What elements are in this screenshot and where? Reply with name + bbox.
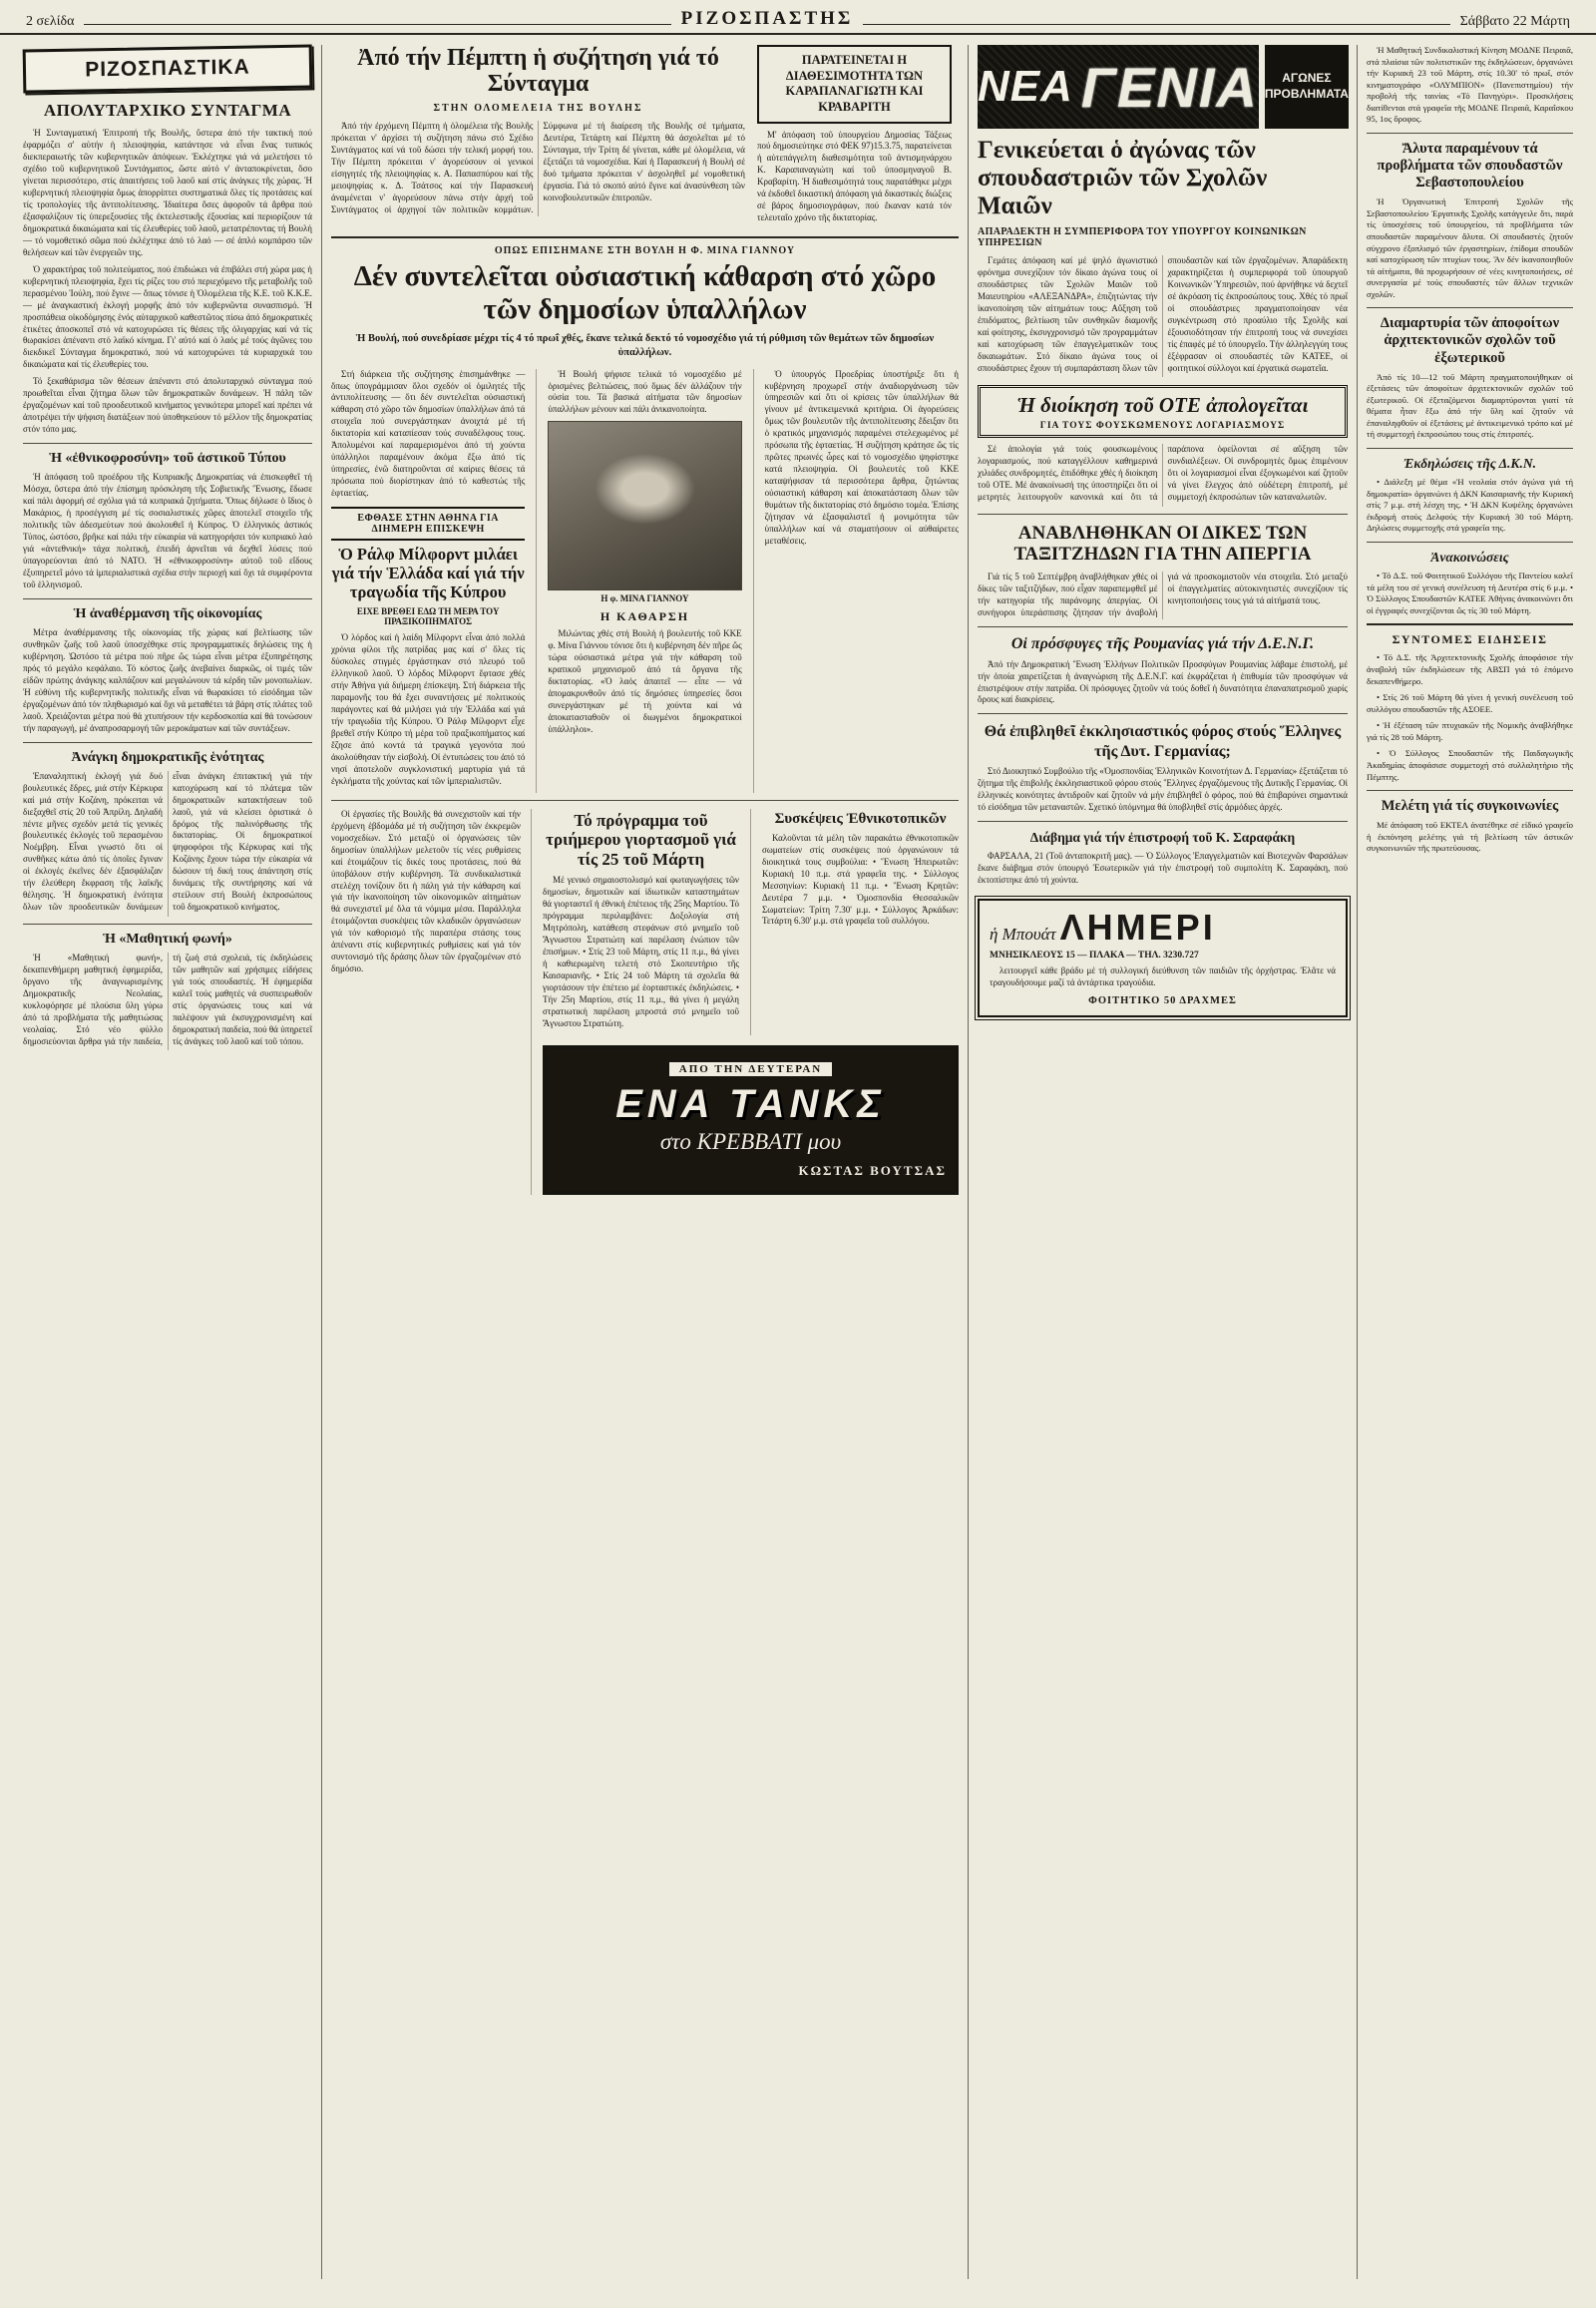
ad-body xyxy=(990,965,1336,989)
center-bottom-right xyxy=(543,809,959,1195)
page-header xyxy=(0,0,1596,35)
news-item: • Στίς 26 τοῦ Μάρτη θά γίνει ἡ γενική συνέλευση τοῦ συλλόγου σπουδαστῶν τῆς ΑΣΟΕΕ. xyxy=(1367,692,1573,714)
article-headline: Γενικεύεται ὁ ἀγώνας τῶν σπουδαστριῶν τῶν Σχολῶν Μαιῶν xyxy=(978,137,1268,219)
nea-genia-banner xyxy=(978,45,1259,129)
article-title: ΑΠΟΛΥΤΑΡΧΙΚΟ ΣΥΝΤΑΓΜΑ xyxy=(43,101,292,120)
section-body xyxy=(23,472,312,591)
main-article-col-2 xyxy=(536,369,741,793)
paragraph: Τό ξεκαθάρισμα τῶν θέσεων ἀπέναντι στό ἀπολυταρχικό σύνταγμα πού προωθεῖται εἶναι ζήτημα ὅλων τῶν δημοκρατικῶν δυνάμεων. Ἡ πάλη τῶν ἐργαζομένων καί τοῦ προοδευτικοῦ κινήματος γενικότερα μπορεῖ καί πρέπει νά ἀποτρέψει τήν ψήφιση διατάξεων πού ὑποθηκεύουν τό μέλλον τῆς δημοκρατίας στόν τόπο μας. xyxy=(23,376,312,435)
section-title: Ἡ «Μαθητική φωνή» xyxy=(103,931,232,947)
news-item: • Ἡ ἐξέταση τῶν πτυχιακῶν τῆς Νομικῆς ἀναβλήθηκε γιά τίς 28 τοῦ Μάρτη. xyxy=(1367,720,1573,742)
article-body xyxy=(543,875,739,1030)
far-right-column xyxy=(1357,45,1582,2279)
column-text xyxy=(331,369,525,501)
article-body xyxy=(978,659,1348,707)
article-body xyxy=(757,130,952,225)
section-divider xyxy=(1367,307,1573,308)
badge-line: ΑΓΩΝΕΣ xyxy=(1282,71,1332,86)
column-text xyxy=(331,809,521,976)
section-divider xyxy=(331,236,959,238)
article-headline: Οἱ πρόσφυγες τῆς Ρουμανίας γιά τήν Δ.Ε.Ν.Γ. xyxy=(1010,635,1315,653)
agones-provlimata-badge xyxy=(1265,45,1349,129)
milford-body xyxy=(331,632,525,788)
article-syntomes-eidiseis xyxy=(1367,632,1573,783)
section-body xyxy=(23,627,312,735)
article-body xyxy=(1367,820,1573,855)
paragraph: Μέτρα ἀναθέρμανσης τῆς οἰκονομίας τῆς χώρας καί βελτίωσης τῶν συνθηκῶν ζωῆς τοῦ λαοῦ ὑποσχέθηκε στίς προγραμματικές δηλώσεις της ἡ κυβέρνηση. Ὡστόσο τά μέτρα πού πῆρε ὥς τώρα εἶναι μέτρα ἐξυπηρέτησης πρός τό μεγάλο κεφάλαιο. Τό κόστος ζωῆς ἀνεβαίνει διαρκῶς, οἱ τιμές τῶν εἰδῶν πρώτης ἀνάγκης καλπάζουν καί μεγαλώνουν τά κέρδη τῶν μονοπωλίων. Ἡ εὐθύνη τῆς κυβερνητικῆς πολιτικῆς εἶναι νά θωρακίσει τό εἰσόδημα τῶν ἐργαζομένων ἀπό τόν πληθωρισμό καί ὄχι νά μεταθέτει τά βάρη στίς πλάτες τοῦ λαοῦ. Χρειάζονται μέτρα πού θά χτυπήσουν τήν κερδοσκοπία καί θά τονώσουν τήν παραγωγή, μέ ἀναπροσαρμογή τῶν μεροκάματων καί τῶν συντάξεων. xyxy=(23,626,312,733)
paragraph: Ἡ ἀπόφαση τοῦ προέδρου τῆς Κυπριακῆς Δημοκρατίας νά ἐπισκεφθεῖ τή Μόσχα, ὕστερα ἀπό τήν ἐπίσημη πρόσκληση τῆς Σοβιετικῆς Ἕνωσης, ἔδωσε καί πάλι ἀφορμή σέ σχόλια γιά τά κυπριακά ζητήματα. Ὅπως δήλωσε ὁ ἴδιος ὁ Μακάριος, ἡ προσέγγιση μέ τίς σοσιαλιστικές χῶρες ἀποτελεῖ στοιχεῖο τῆς πολιτικῆς τῶν ἀδεσμεύτων πού ἀκολουθεῖ ἡ Κύπρος. Ὁ ἑλληνικός ἀστικός Τύπος, ὡστόσο, βρῆκε καί πάλι τήν εὐκαιρία νά κατηγορήσει τόν κυπριακό λαό γιά «ἀντεθνική» τάχα πολιτική, ἐπειδή ἀρνεῖται νά δεχθεῖ λύσεις πού ὑπαγορεύονται ἀπό τό ΝΑΤΟ. Ἡ «ἐθνικοφροσύνη» αὐτοῦ τοῦ εἴδους ἐξυπηρετεῖ μόνο τά ἰμπεριαλιστικά σχέδια στήν περιοχή καί ὄχι τά συμφέροντα τοῦ ἑλληνισμοῦ. xyxy=(23,472,312,589)
article-body xyxy=(978,572,1348,619)
article-body xyxy=(1367,477,1573,535)
ad-actor-name: ΚΩΣΤΑΣ ΒΟΥΤΣΑΣ xyxy=(798,1162,947,1178)
main-headline: Δέν συντελεῖται οὐσιαστική κάθαρση στό χῶρο τῶν δημοσίων ὑπαλλήλων xyxy=(353,260,937,325)
column-text xyxy=(548,369,741,417)
article-headline: Ἀνακοινώσεις xyxy=(1430,550,1509,566)
article-headline: Διαμαρτυρία τῶν ἀποφοίτων ἀρχιτεκτονικῶν σχολῶν τοῦ ἐξωτερικοῦ xyxy=(1380,315,1560,366)
article-body xyxy=(978,255,1348,377)
center-top-row xyxy=(331,45,959,229)
paragraph: Στό Διοικητικό Συμβούλιο τῆς «Ὁμοσπονδίας Ἑλληνικῶν Κοινοτήτων Δ. Γερμανίας» ἐξετάζεται τό ζήτημα τῆς ἐπιβολῆς ἐκκλησιαστικοῦ φόρου στούς Ἕλληνες ἐργαζόμενους τῆς Δυτικῆς Γερμανίας. Οἱ ἑλληνικές κοινότητες ἀντιδροῦν καί ζητοῦν νά μήν ἐπιβληθεῖ ὁ φόρος, πού θά ἐπιβαρύνει σημαντικά τό εἰσόδημα τῶν μεταναστῶν. Σχετικό ὑπόμνημα θά ὑποβληθεῖ στίς ἁρμόδιες ἀρχές. xyxy=(978,765,1348,812)
article-ethnikofrosyni xyxy=(23,451,312,591)
article-diavima-sarafaki xyxy=(978,830,1348,887)
paragraph: Ἡ Μαθητική Συνδικαλιστική Κίνηση ΜΟΔΝΕ Πειραιᾶ, στά πλαίσια τῶν πολιτιστικῶν της ἐκδηλώσεων, ὀργανώνει τήν Κυριακή 23 τοῦ Μάρτη, στίς 10.30' τό πρωΐ, στόν κινηματογράφο «ΟΛΥΜΠΙΟΝ» (Πανεπιστημίου) τήν προβολή τῆς ταινίας «Τό Πανηγύρι». Προσκλήσεις διατίθενται στά γραφεῖα τῆς ΜΟΔΝΕ Πειραιᾶ, Καραΐσκου 95, 1ος ὄροφος. xyxy=(1367,45,1573,125)
article-headline: Ἀπό τήν Πέμπτη ἡ συζήτηση γιά τό Σύνταγμα xyxy=(357,45,719,98)
article-body xyxy=(978,444,1348,506)
paragraph: λειτουργεῖ κάθε βράδυ μέ τή συλλογική διεύθυνση τῶν παιδιῶν τῆς ὀρχήστρας. Ἐλᾶτε νά τραγουδήσουμε μαζί τά ἀντάρτικα τραγούδια. xyxy=(990,964,1336,987)
paragraph: Ἀπό τίς 10—12 τοῦ Μάρτη πραγματοποιήθηκαν οἱ ἐξετάσεις τῶν ἀποφοίτων ἀρχιτεκτονικῶν σχολῶν τοῦ ἐξωτερικοῦ. Οἱ ἐξεταζόμενοι διαμαρτύρονται γιατί τά θέματα ἦταν ἔξω ἀπό τήν ὕλη καί ζητοῦν νά ἐπαναληφθοῦν οἱ ἐξετάσεις μέ ἀντικειμενικό τρόπο καί μέ τή συμμετοχή ἐκπροσώπου τους στίς ἐπιτροπές. xyxy=(1367,371,1573,440)
center-column xyxy=(321,45,968,2279)
milford-headline: Ὁ Ράλφ Μίλφορντ μιλάει γιά τήν Ἑλλάδα καί γιά τήν τραγωδία τῆς Κύπρου xyxy=(331,545,525,602)
section-divider xyxy=(331,800,959,801)
article-subhead: ΓΙΑ ΤΟΥΣ ΦΟΥΣΚΩΜΕΝΟΥΣ ΛΟΓΑΡΙΑΣΜΟΥΣ xyxy=(1039,421,1286,432)
paragraph: Ἡ Βουλή ψήφισε τελικά τό νομοσχέδιο μέ ὁρισμένες βελτιώσεις, πού ὅμως δέν ἀλλάζουν τήν οὐσία του. Τά βασικά αἰτήματα τῶν δημοσίων ὑπαλλήλων μένουν καί πάλι ἀνικανοποίητα. xyxy=(548,368,742,415)
photo-caption: Η φ. ΜΙΝΑ ΓΙΑΝΝΟΥ xyxy=(600,593,689,604)
section-divider xyxy=(1367,448,1573,449)
section-divider xyxy=(978,821,1348,822)
article-mathitiki-foni xyxy=(23,932,312,1050)
article-body xyxy=(1367,571,1573,616)
limeri-boite-ad xyxy=(978,899,1348,1017)
section-divider xyxy=(1367,790,1573,791)
article-dimokratiki-enotita xyxy=(23,750,312,917)
paragraph: Ὁ χαρακτήρας τοῦ πολιτεύματος, πού ἐπιδιώκει νά ἐπιβάλει στή χώρα μας ἡ κυβερνητική πλειοψηφία, ἔχει τίς ρίζες του στό περιεχόμενο τῆς μεταβολῆς τοῦ περασμένου Ἰούλη, πού ἔγινε — ὅπως τόνισε ἡ Ὁλομέλεια τῆς Κ.Ε. τοῦ Κ.Κ.Ε. — μέ ἀναγκαστική ἐκλογή μορφῆς ἀπό τόν κυβερνῶντα συνασπισμό. Ἡ προσπάθεια οἰκοδόμησης ἑνός αὐταρχικοῦ καθεστῶτος πίσω ἀπό δημοκρατικές ἑτικέτες ἀποσκοπεῖ στό νά κατοχυρώσει τίς θέσεις τῆς ὀλιγαρχίας καί νά τίς θωρακίσει ἀπέναντι στό λαϊκό κίνημα. Γι' αὐτό καί ὁ λαός μέ τούς ἀγῶνες του διεκδικεῖ Σύνταγμα δημοκρατικό, πού νά κατοχυρώνει τά κυριαρχικά του δικαιώματα καί τίς ἐλευθερίες του. xyxy=(23,263,312,370)
article-anakoinoseis xyxy=(1367,550,1573,616)
milford-kicker-box: ΕΦΘΑΣΕ ΣΤΗΝ ΑΘΗΝΑ ΓΙΑ ΔΙΗΜΕΡΗ ΕΠΙΣΚΕΨΗ xyxy=(331,507,525,541)
paragraph: Ἡ Συνταγματική Ἐπιτροπή τῆς Βουλῆς, ὕστερα ἀπό τήν τακτική πού ἐφαρμόζει σ' αὐτήν ἡ πλειοψηφία, κατάντησε νά εἶναι ἕνας τυπικός διεκπεραιωτής τῶν κυβερνητικῶν ἀπόψεων. Ἐκλέχτηκε γιά νά μελετήσει τό σχέδιο τοῦ κυβερνητικοῦ Συντάγματος, ὥστε αὐτό ν' ἀνταποκρίνεται, ὅσο γίνεται περισσότερο, στίς ἀπαιτήσεις τοῦ λαοῦ καί στίς ἀνάγκες τῆς χώρας. Ἡ κυβερνητική πλειοψηφία ὅμως ἀπορρίπτει συστηματικά ὅλες τίς προτάσεις καί τίς τροπολογίες τῆς ἀντιπολίτευσης. Ἰδιαίτερα ὅσες ἀφοροῦν τά ἄρθρα πού ἐξασφαλίζουν τίς ὑπερεξουσίες τῆς ἐκτελεστικῆς ἐξουσίας καί περιορίζουν τά δημοκρατικά δικαιώματα καί τίς ἐλευθερίες τοῦ λαοῦ, μετατρέποντας τή Βουλή — τό νομοθετικό σῶμα πού ἐκλέχτηκε ἀπό τό λαό — σέ ἁπλό κομπάρσο τῶν θελήσεων καί τῶν ἐνεργειῶν της. xyxy=(23,128,312,257)
article-headline: Ἄλυτα παραμένουν τά προβλήματα τῶν σπουδαστῶν Σεβαστοπουλείου xyxy=(1377,140,1563,192)
news-items xyxy=(1367,652,1573,783)
left-column xyxy=(14,45,321,2279)
paragraph: Ὁ ὑπουργός Προεδρίας ὑποστήριξε ὅτι ἡ κυβέρνηση προχωρεῖ στήν ἀναδιοργάνωση τῶν ὑπηρεσιῶν καί ὅτι οἱ κρίσεις τῶν ὑπαλλήλων θά γίνουν μέ ἀντικειμενικά κριτήρια. Οἱ ἀγορεύσεις ὅμως τῶν βουλευτῶν τῆς ἀντιπολίτευσης ἔδειξαν ὅτι ὁ κρατικός μηχανισμός παραμένει στελεχωμένος μέ πρόσωπα τῆς ἑφταετίας. Ἡ συζήτηση κράτησε ὥς τίς πρῶτες πρωινές ὧρες καί τό νομοσχέδιο ψηφίστηκε κατά πλειοψηφία. Οἱ βουλευτές τοῦ ΚΚΕ καταψήφισαν τά περισσότερα ἄρθρα, ζητώντας οὐσιαστική κάθαρση καί ἀποκατάσταση ὅλων τῶν θυμάτων τῆς δικτατορίας στό δημόσιο τομέα. Ἐπίσης ζήτησαν νά ἐξασφαλιστεῖ ἡ μονιμότητα τῶν ὑπαλλήλων καί νά σταματήσουν οἱ αὐθαίρετες μεταθέσεις. xyxy=(764,368,959,547)
ad-name: ΛΗΜΕΡΙ xyxy=(1059,906,1216,948)
article-anathermansi-oikonomias xyxy=(23,606,312,735)
article-kicker: ΟΠΩΣ ΕΠΙΣΗΜΑΝΕ ΣΤΗ ΒΟΥΛΗ Η Φ. ΜΙΝΑ ΓΙΑΝΝΟΥ xyxy=(494,245,796,257)
header-rule-right xyxy=(863,23,1449,25)
section-divider xyxy=(23,742,312,743)
paragraph: Ἡ Ὀργανωτική Ἐπιτροπή Σχολῶν τῆς Σεβαστοπουλείου Ἐργατικῆς Σχολῆς κατάγγειλε ὅτι, παρά τίς ὑποσχέσεις τοῦ ὑπουργείου, τά προβλήματα τῶν σπουδαστῶν παραμένουν ἄλυτα. Οἱ σπουδαστές ζητοῦν σύγχρονο ἐξοπλισμό τῶν ἐργαστηρίων, ἐπίδομα σπουδῶν καί κατοχύρωση τῶν πτυχίων τους. Ἄν δέν ἱκανοποιηθοῦν τά αἰτήματα, θά προχωρήσουν σέ νέες κινητοποιήσεις, σέ συνεργασία μέ τούς σπουδαστές τῶν ἄλλων τεχνικῶν σχολῶν. xyxy=(1367,196,1573,299)
paragraph: • Τό Δ.Σ. τοῦ Φοιτητικοῦ Συλλόγου τῆς Παντείου καλεῖ τά μέλη του σέ γενική συνέλευση τή Δευτέρα στίς 6 μ.μ. • Ὁ Σύλλογος Σπουδαστῶν ΚΑΤΕΕ Ἀθήνας ἀνακοινώνει ὅτι οἱ ἐγγραφές συνεχίζονται ὥς τίς 30 τοῦ Μάρτη. xyxy=(1367,571,1573,615)
article-kicker: ΣΤΗΝ ΟΛΟΜΕΛΕΙΑ ΤΗΣ ΒΟΥΛΗΣ xyxy=(433,102,643,114)
article-subhead: ΑΠΑΡΑΔΕΚΤΗ Η ΣΥΜΠΕΡΙΦΟΡΑ ΤΟΥ ΥΠΟΥΡΓΟΥ ΚΟΙΝΩΝΙΚΩΝ ΥΠΗΡΕΣΙΩΝ xyxy=(978,226,1307,248)
article-body xyxy=(978,766,1348,814)
article-taxi-dikes xyxy=(978,523,1348,620)
paragraph: Καλοῦνται τά μέλη τῶν παρακάτω ἐθνικοτοπικῶν σωματείων στίς συσκέψεις πού ὀργανώνουν τά διοικητικά τους συμβούλια: • Ἕνωση Ἠπειρωτῶν: Κυριακή 10 π.μ. στά γραφεῖα της. • Σύλλογος Μεσσηνίων: Κυριακή 11 π.μ. • Ἕνωση Κρητῶν: Δευτέρα 7 μ.μ. • Ὁμοσπονδία Θεσσαλικῶν Σωματείων: Τρίτη 7.30' μ.μ. • Σύλλογος Ἀρκάδων: Τετάρτη 6.30' μ.μ. στά γραφεῖα τοῦ συλλόγου. xyxy=(762,832,959,927)
section-divider xyxy=(1367,542,1573,543)
paragraph: Μ' ἀπόφαση τοῦ ὑπουργείου Δημοσίας Τάξεως πού δημοσιεύτηκε στό ΦΕΚ 97)15.3.75, παρατείνεται ἡ αὐτεπάγγελτη διαθεσιμότητα τοῦ ἀντισμηνάρχου Κ. Καραπαναγιώτη καί τοῦ ὑποσμηναγοῦ Β. Κραβαρίτη. Ἡ διαθεσιμότητά τους παρατάθηκε μέχρι νά ἐκδοθεῖ δικαστική ἀπόφαση γιά δικαστικές διώξεις σέ βάρος δημοσιογράφων, πού ἔκαναν κατά τόν τελευταῖο χρόνο τῆς δικτατορίας. xyxy=(757,129,952,223)
news-item: • Τό Δ.Σ. τῆς Ἀρχιτεκτονικῆς Σχολῆς ἀποφάσισε τήν ἀναβολή τῶν ἐκδηλώσεων τῆς ΑΒΣΠ γιά τό ἑπόμενο δεκαπενθήμερο. xyxy=(1367,652,1573,686)
paragraph: Ἡ «Μαθητική φωνή», δεκαπενθήμερη μαθητική ἐφημερίδα, ὄργανο τῆς ἀναγνωρισμένης Δημοκρατικῆς Νεολαίας, κυκλοφόρησε μέ πλούσια ὕλη γύρω ἀπό τά προβλήματα τῆς μαθητιώσας νεολαίας. Στό νέο φύλλο δημοσιεύονται ἄρθρα γιά τήν παιδεία, τή ζωή στά σχολειά, τίς ἐκδηλώσεις τῶν μαθητῶν καί χρήσιμες εἰδήσεις γιά τούς σπουδαστές. Ἡ ἐφημερίδα καλεῖ τούς μαθητές νά συσπειρωθοῦν στίς ὀργανώσεις τους καί νά παλέψουν γιά ἐκσυγχρονισμένη καί δημοκρατική παιδεία, πού θά ὑπηρετεῖ τίς ἀνάγκες τοῦ λαοῦ καί τοῦ τόπου. xyxy=(23,952,312,1046)
section-divider xyxy=(1367,623,1573,625)
main-article-col-3 xyxy=(753,369,959,793)
paragraph: Μιλώντας χθές στή Βουλή ἡ βουλευτής τοῦ ΚΚΕ φ. Μίνα Γιάννου τόνισε ὅτι ἡ κυβέρνηση δέν πῆρε ὥς τώρα οὐσιαστικά μέτρα γιά τήν κάθαρση τοῦ κρατικοῦ μηχανισμοῦ ἀπό τά ὄργανα τῆς δικτατορίας. «Ὁ λαός ἀπαιτεῖ — εἶπε — νά ἀπομακρυνθοῦν ἀπό τίς δημόσιες ὑπηρεσίες ὅσοι συνεργάστηκαν μέ τή χούντα καί νά ἀποκατασταθοῦν οἱ διωγμένοι δημοκρατικοί ὑπάλληλοι». xyxy=(548,628,742,735)
article-headline: Ἡ διοίκηση τοῦ ΟΤΕ ἀπολογεῖται xyxy=(1016,393,1309,418)
article-body xyxy=(1367,196,1573,300)
paragraph: Γιά τίς 5 τοῦ Σεπτέμβρη ἀναβλήθηκαν χθές οἱ δίκες τῶν ταξιτζήδων, πού εἶχαν παραπεμφθεῖ μέ τήν κατηγορία τῆς παράνομης ἀπεργίας. Οἱ συνήγοροι ὑπεράσπισης ζήτησαν τήν ἀναβολή γιά νά προσκομιστοῦν νέα στοιχεῖα. Στό μεταξύ οἱ ἐπαγγελματίες αὐτοκινητιστές συνεχίζουν τίς κινητοποιήσεις τους γιά τά αἰτήματά τους. xyxy=(978,572,1348,618)
boxed-headline: ΠΑΡΑΤΕΙΝΕΤΑΙ Η ΔΙΑΘΕΣΙΜΟΤΗΤΑ ΤΩΝ ΚΑΡΑΠΑΝΑΓΙΩΤΗ ΚΑΙ ΚΡΑΒΑΡΙΤΗ xyxy=(757,45,952,124)
ad-title-line2: στο ΚΡΕΒΒΑΤΙ μου xyxy=(659,1128,842,1154)
article-apolytarxiko-syntagma xyxy=(23,101,312,436)
badge-line: ΠΡΟΒΛΗΜΑΤΑ xyxy=(1264,87,1349,101)
main-article-columns xyxy=(331,369,959,793)
article-diamartyria-architektonon xyxy=(1367,315,1573,441)
paragraph: Ἐπαναληπτική ἐκλογή γιά δυό βουλευτικές ἕδρες, μιά στήν Κέρκυρα καί μιά στήν Κοζάνη, πρόκειται νά διεξαχθεῖ στίς 20 τοῦ Ἀπρίλη. Δηλαδή πέντε μῆνες σχεδόν μετά τίς γενικές βουλευτικές ἐκλογές τοῦ περασμένου Νοέμβρη. Εἶναι γνωστό ὅτι οἱ συνθῆκες κάτω ἀπό τίς ὁποῖες ἔγιναν οἱ ἐκλογές ἐκεῖνες δέν ἐξασφάλιζαν τήν ἐλεύθερη ἔκφραση τῆς λαϊκῆς θέλησης. Ἡ δημοκρατική ἑνότητα ὅλων τῶν προοδευτικῶν δυνάμεων εἶναι ἀνάγκη ἐπιτακτική γιά τήν κατοχύρωση καί τό πλάτεμα τῶν δημοκρατικῶν κατακτήσεων τοῦ λαοῦ, γιά νά κλείσει ὁριστικά ὁ δρόμος τῆς παλινόρθωσης τῆς δικτατορίας. Οἱ δημοκρατικοί ψηφοφόροι τῆς Κέρκυρας καί τῆς Κοζάνης ἔχουν τώρα τήν εὐκαιρία νά δώσουν τή δική τους ἀπάντηση στίς δυνάμεις τῆς συντήρησης καί νά στείλουν στή Βουλή ἐκπροσώπους τοῦ δημοκρατικοῦ κινήματος. xyxy=(23,770,312,913)
paragraph: ΦΑΡΣΑΛΑ, 21 (Τοῦ ἀνταποκριτῆ μας). — Ὁ Σύλλογος Ἐπαγγελματιῶν καί Βιοτεχνῶν Φαρσάλων ἔκανε διάβημα στόν ὑπουργό Ἐσωτερικῶν γιά τήν ἐπιστροφή τοῦ συμπολίτη Κ. Σαραφάκη, πού ἐκτοπίστηκε ἀπό τή χούντα. xyxy=(978,850,1348,885)
article-ekdiloseis-dkn xyxy=(1367,456,1573,535)
section-body xyxy=(23,953,312,1050)
paragraph: Ἀπό τήν ἐρχόμενη Πέμπτη ἡ ὁλομέλεια τῆς Βουλῆς πρόκειται ν' ἀρχίσει τή συζήτηση πάνω στό Σχέδιο Συντάγματος καί νά τοῦ δώσει τήν τελική μορφή του. Τήν Πέμπτη πρόκειται ν' ἀγορεύσουν οἱ γενικοί εἰσηγητές τῆς πλειοψηφίας κ. Α. Παπασπύρου καί τῆς μειοψηφίας κ. Δ. Τσάτσος καί τήν Παρασκευή ἀναμένεται ν' ἀγορεύσουν πάνω στήν ἀρχή τοῦ Συντάγματος οἱ ἀρχηγοί τῶν πολιτικῶν κομμάτων. Σύμφωνα μέ τή διαίρεση τῆς Βουλῆς σέ τμήματα, Δευτέρα, Τετάρτη καί Πέμπτη θά ἀσχολεῖται μέ τό Σύνταγμα, τήν Τρίτη δέ γίνεται, κάθε μέ ὁλομέλεια, νά ἐξετάζει τά νομοσχέδια. Καί ἡ Παρασκευή ἡ Βουλή σέ δυό τμήματα πρόκειται ν' ἀσχοληθεῖ μέ νομοθετική ἐργασία. Γιά τό σκοπό αὐτό ἔγινε καί ἀνασύνθεση τῶν κοινοβουλευτικῶν ἐπιτροπῶν. xyxy=(331,120,745,214)
column-text xyxy=(548,628,741,736)
section-title: Ἡ «ἐθνικοφροσύνη» τοῦ ἀστικοῦ Τύπου xyxy=(49,451,286,467)
article-syntagma-debate xyxy=(331,45,745,229)
nea-genia-column xyxy=(968,45,1357,2279)
section-divider xyxy=(23,443,312,444)
paragraph: Στή διάρκεια τῆς συζήτησης ἐπισημάνθηκε — ὅπως ὑπογράμμισαν ὅλοι σχεδόν οἱ ὁμιλητές τῆς ἀντιπολίτευσης — ὅτι δέν συντελεῖται οὐσιαστική κάθαρση στό χῶρο τῶν δημοσίων ὑπαλλήλων ἀπό τά στοιχεῖα πού συνεργάστηκαν ἀνοιχτά μέ τή δικτατορία καί καταπίεσαν τούς συναδέλφους τους. Ἀπολυμένοι καί παραμερισμένοι ἀπό τή χούντα ὑπάλληλοι παραμένουν ἀκόμα ἔξω ἀπό τίς ὑπηρεσίες, ἐνῶ διατηροῦνται σέ καίριες θέσεις τά πρόσωπα πού διορίστηκαν ἀπό τό καθεστώς τῆς ἑφταετίας. xyxy=(331,368,526,499)
banner-word-nea: ΝΕΑ xyxy=(978,62,1073,111)
article-ote xyxy=(978,385,1348,506)
section-divider xyxy=(978,713,1348,714)
paragraph: Οἱ ἐργασίες τῆς Βουλῆς θά συνεχιστοῦν καί τήν ἐρχόμενη ἑβδομάδα μέ τή συζήτηση τῶν ἐκκρεμῶν νομοσχεδίων. Στό μεταξύ οἱ ὀργανώσεις τῶν δημοσίων ὑπαλλήλων μελετοῦν τίς νέες ρυθμίσεις καί ἑτοιμάζουν τίς δικές τους προτάσεις, πού θά ὑποβάλουν στήν κυβέρνηση. Τά συνδικαλιστικά στελέχη τονίζουν ὅτι ἡ πάλη γιά τήν κάθαρση καί γιά τήν ἱκανοποίηση τῶν οἰκονομικῶν αἰτημάτων θά συνεχιστεῖ μέ ὅλα τά νόμιμα μέσα. Παράλληλα ἑτοιμάζονται συσκέψεις τῶν κλαδικῶν ὀργανώσεων γιά τόν καθορισμό τῆς παραπέρα στάσης τους ἀπέναντι στίς κυβερνητικές ρυθμίσεις καί γιά τόν συντονισμό τῆς δράσης ὅλων τῶν ἐργαζομένων στό δημόσιο. xyxy=(331,808,521,974)
article-parateinetai xyxy=(757,45,952,229)
paragraph: Ὁ λόρδος καί ἡ λαίδη Μίλφορντ εἶναι ἀπό πολλά χρόνια φίλοι τῆς πατρίδας μας καί σ' ὅλες τίς δύσκολες στιγμές ἐργάστηκαν στό πλευρό τοῦ ἑλληνικοῦ λαοῦ. Ὁ λόρδος Μίλφορντ ἔφτασε χθές στήν Ἀθήνα γιά διήμερη ἐπίσκεψη. Στή διάρκεια τῆς παραμονῆς του θά ἔχει συναντήσεις μέ πολιτικούς παράγοντες καί θά μιλήσει γιά τήν Ἑλλάδα καί γιά τήν τραγωδία τῆς Κύπρου. Ὁ Ράλφ Μίλφορντ εἶχε βρεθεῖ στήν Κύπρο τή μέρα τοῦ πραξικοπήματος καί ἔζησε ἀπό κοντά τά τραγικά γεγονότα πού ἀκολούθησαν τήν εἰσβολή. Οἱ ἐντυπώσεις του ἀπό τό νησί ἀποτελοῦν συγκλονιστική μαρτυρία γιά τά ἐγκλήματα τῆς χούντας καί τῶν ἰμπεριαλιστῶν. xyxy=(331,632,526,786)
article-headline: Μελέτη γιά τίς συγκοινωνίες xyxy=(1381,798,1559,815)
article-meleti-sygkoinonies xyxy=(1367,798,1573,855)
section-body xyxy=(23,771,312,917)
page-label: 2 σελίδα xyxy=(26,14,75,29)
bottom-articles-row xyxy=(543,809,959,1035)
article-headline: Θά ἐπιβληθεῖ ἐκκλησιαστικός φόρος στούς Ἕλληνες τῆς Δυτ. Γερμανίας; xyxy=(984,723,1342,760)
article-body xyxy=(23,128,312,436)
continuation-column xyxy=(331,809,532,1195)
section-divider xyxy=(978,626,1348,627)
modne-notice xyxy=(1367,45,1573,126)
paragraph: Ἀπό τήν Δημοκρατική Ἕνωση Ἑλλήνων Πολιτικῶν Προσφύγων Ρουμανίας λάβαμε ἐπιστολή, μέ τήν ὁποία χαιρετίζεται ἡ ἀναγνώριση τῆς Δ.Ε.Ν.Γ. καί ἐκφράζεται ἡ ἐπιθυμία τῶν προσφύγων νά ἐπιστρέψουν στήν πατρίδα. Οἱ πρόσφυγες ζητοῦν νά τούς δοθεῖ ἡ δυνατότητα ἐπαναπατρισμοῦ χωρίς ὅρους καί διακρίσεις. xyxy=(978,658,1348,705)
article-church-tax xyxy=(978,722,1348,813)
header-rule-left xyxy=(84,23,670,25)
tank-movie-ad xyxy=(543,1045,959,1195)
section-title: Ἀνάγκη δημοκρατικῆς ἑνότητας xyxy=(71,749,264,765)
article-headline: Ἐκδηλώσεις τῆς Δ.Κ.Ν. xyxy=(1403,456,1536,472)
ad-footer: ΦΟΙΤΗΤΙΚΟ 50 ΔΡΑΧΜΕΣ xyxy=(1088,994,1237,1006)
article-headline: Συσκέψεις Ἐθνικοτοπικῶν xyxy=(774,810,947,827)
article-lead: Ἡ Βουλή, πού συνεδρίασε μέχρι τίς 4 τό πρωΐ χθές, ἔκανε τελικά δεκτό τό νομοσχέδιο γιά τή ρύθμιση τῶν θεμάτων τῶν δημοσίων ὑπαλλήλων. xyxy=(355,333,935,359)
paragraph: Σέ ἀπολογία γιά τούς φουσκωμένους λογαριασμούς, πού καταγγέλλουν καθημερινά χιλιάδες συνδρομητές, ἐπιδόθηκε χθές ἡ διοίκηση τοῦ ΟΤΕ. Μέ ἀνακοίνωσή της ὑποστηρίζει ὅτι οἱ μετρητές λειτουργοῦν κανονικά καί ὅτι τά παράπονα ὀφείλονται σέ αὔξηση τῶν συνδιαλέξεων. Οἱ συνδρομητές ὅμως ἐπιμένουν ὅτι οἱ λογαριασμοί εἶναι ἐξογκωμένοι καί ζητοῦν νά γίνει ἔλεγχος ἀπό οὐδέτερη ἐπιτροπή, μέ συμμετοχή ἐκπροσώπων τῶν καταναλωτῶν. xyxy=(978,444,1348,503)
section-title: Ἡ ἀναθέρμανση τῆς οἰκονομίας xyxy=(73,605,262,621)
article-programma xyxy=(543,809,739,1035)
article-headline: ΣΥΝΤΟΜΕΣ ΕΙΔΗΣΕΙΣ xyxy=(1392,632,1548,647)
article-sxoles-maion xyxy=(978,137,1348,377)
article-body xyxy=(1367,372,1573,441)
center-bottom-row xyxy=(331,809,959,1195)
katharsi-subhead: Η ΚΑΘΑΡΣΗ xyxy=(599,609,690,624)
paragraph: Μέ γενικό σημαιοστολισμό καί φωταγωγήσεις τῶν δημοσίων, δημοτικῶν καί ἰδιωτικῶν καταστημάτων θά γιορταστεῖ ἡ ἐθνική ἐπέτειος τῆς 25ης Μαρτίου. Τό πρόγραμμα περιλαμβάνει: Δοξολογία στή Μητρόπολη, κατάθεση στεφάνων στό μνημεῖο τοῦ Ἄγνωστου Στρατιώτη καί παρέλαση ἐνώπιον τῶν ἐπισήμων. • Στίς 23 τοῦ Μάρτη, στίς 11 π.μ., θά γίνει ἡ καθιερωμένη τελετή στό Σκοπευτήριο τῆς Καισαριανῆς. • Στίς 24 τοῦ Μάρτη τά σχολεῖα θά γιορτάσουν τήν ἐπέτειο μέ ἑορταστικές ἐκδηλώσεις. • Τήν 25η Μαρτίου, στίς 11 π.μ., θά γίνει ἡ μεγάλη στρατιωτική παρέλαση μπροστά στό μνημεῖο τοῦ Ἄγνωστου Στρατιώτη. xyxy=(543,875,739,1028)
milford-subhead: ΕΙΧΕ ΒΡΕΘΕΙ ΕΔΩ ΤΗ ΜΕΡΑ ΤΟΥ ΠΡΑΞΙΚΟΠΗΜΑΤΟΣ xyxy=(356,606,500,627)
content-columns xyxy=(0,35,1596,2279)
article-alyta-sevastopouleiou xyxy=(1367,141,1573,300)
section-divider xyxy=(23,598,312,599)
ad-address: ΜΝΗΣΙΚΛΕΟΥΣ 15 — ΠΛΑΚΑ — ΤΗΛ. 3230.727 xyxy=(990,950,1199,961)
article-body xyxy=(762,833,959,929)
article-headline: Διάβημα γιά τήν ἐπιστροφή τοῦ Κ. Σαραφάκη xyxy=(1029,829,1296,845)
article-body xyxy=(978,851,1348,887)
column-text xyxy=(765,369,959,549)
article-katharsi-main xyxy=(331,245,959,792)
paragraph: Μέ ἀπόφαση τοῦ ΕΚΤΕΛ ἀνατέθηκε σέ εἰδικό γραφεῖο ἡ ἐκπόνηση μελέτης γιά τή βελτίωση τῶν ἀστικῶν συγκοινωνιῶν τῆς πρωτεύουσας. xyxy=(1367,820,1573,854)
paragraph: • Διάλεξη μέ θέμα «Ἡ νεολαία στόν ἀγώνα γιά τή δημοκρατία» ὀργανώνει ἡ ΔΚΝ Καισαριανῆς τήν Κυριακή στίς 7 μ.μ. στή λέσχη της. • Ἡ ΔΚΝ Κυψέλης ὀργανώνει ἐκδρομή στούς Δελφούς τήν Κυριακή 30 τοῦ Μάρτη. Δηλώσεις συμμετοχῆς στά γραφεῖα της. xyxy=(1367,477,1573,534)
ad-prefix: ἡ Μπουάτ xyxy=(990,924,1056,944)
article-refugees-romania xyxy=(978,635,1348,706)
rizospastika-logo: ΡΙΖΟΣΠΑΣΤΙΚΑ xyxy=(23,44,313,93)
article-headline: Τό πρόγραμμα τοῦ τριήμερου γιορτασμοῦ γιά τίς 25 τοῦ Μάρτη xyxy=(546,810,736,869)
banner-word-genia: ΓΕΝΙΑ xyxy=(1080,55,1259,119)
ote-headline-box xyxy=(978,385,1348,438)
section-divider xyxy=(23,924,312,925)
nea-genia-banner-row xyxy=(978,45,1348,129)
masthead: ΡΙΖΟΣΠΑΣΤΗΣ xyxy=(680,8,854,29)
news-item: • Ὁ Σύλλογος Σπουδαστῶν τῆς Παιδαγωγικῆς Ἀκαδημίας ἀποφάσισε συμμετοχή στό συλλαλητήριο τῆς Πέμπτης. xyxy=(1367,748,1573,782)
mina-giannou-photo xyxy=(548,421,741,590)
paragraph: Γεμάτες ἀπόφαση καί μέ ψηλό ἀγωνιστικό φρόνημα συνεχίζουν τόν δίκαιο ἀγώνα τους οἱ σπουδάστριες τῶν Σχολῶν Μαιῶν τοῦ Μαιευτηρίου «ΑΛΕΞΑΝΔΡΑ», ἐπιζητώντας τήν ἱκανοποίηση τῶν αἰτημάτων τους: Αὔξηση τοῦ ἐπιδόματος, βελτίωση τῶν συνθηκῶν διαμονῆς καί φοίτησης, ἐκσυγχρονισμό τῶν προγραμμάτων καί κατοχύρωση τῶν ἐπαγγελματικῶν τους δικαιωμάτων. Στό δίκαιο ἀγώνα τους οἱ σπουδάστριες ἔχουν τή συμπαράσταση ὅλων τῶν σπουδαστῶν καί τῶν ἐργαζομένων. Ἀπαράδεκτη χαρακτηρίζεται ἡ συμπεριφορά τοῦ ὑπουργοῦ Κοινωνικῶν Ὑπηρεσιῶν, πού ἀρνήθηκε νά δεχτεῖ σέ ἀκρόαση τίς ἐκπροσώπους τους. Χθές τό πρωΐ οἱ σπουδάστριες πραγματοποίησαν νέα συγκέντρωση στό προαύλιο τῆς Σχολῆς καί ἐξουσιοδότησαν τήν ἐπιτροπή τους νά συνεχίσει τίς ἐπαφές μέ τό ὑπουργεῖο. Τήν ἀλληλεγγύη τους ἐξέφρασαν οἱ σπουδαστές τῶν ΚΑΤΕΕ, οἱ φοιτητικοί σύλλογοι καί ἐργατικά σωματεῖα. xyxy=(978,255,1348,373)
ad-kicker: ΑΠΟ ΤΗΝ ΔΕΥΤΕΡΑΝ xyxy=(669,1062,832,1076)
section-divider xyxy=(978,514,1348,515)
section-divider xyxy=(1367,133,1573,134)
main-article-col-1 xyxy=(331,369,525,793)
article-body xyxy=(331,121,745,216)
ad-title-line1: ΕΝΑ ΤΑΝΚΣ xyxy=(615,1081,886,1126)
article-headline: ΑΝΑΒΛΗΘΗΚΑΝ ΟΙ ΔΙΚΕΣ ΤΩΝ ΤΑΞΙΤΖΗΔΩΝ ΓΙΑ ΤΗΝ ΑΠΕΡΓΙΑ xyxy=(1013,522,1312,566)
date-label: Σάββατο 22 Μάρτη xyxy=(1459,14,1571,29)
article-syskepseis xyxy=(750,809,959,1035)
